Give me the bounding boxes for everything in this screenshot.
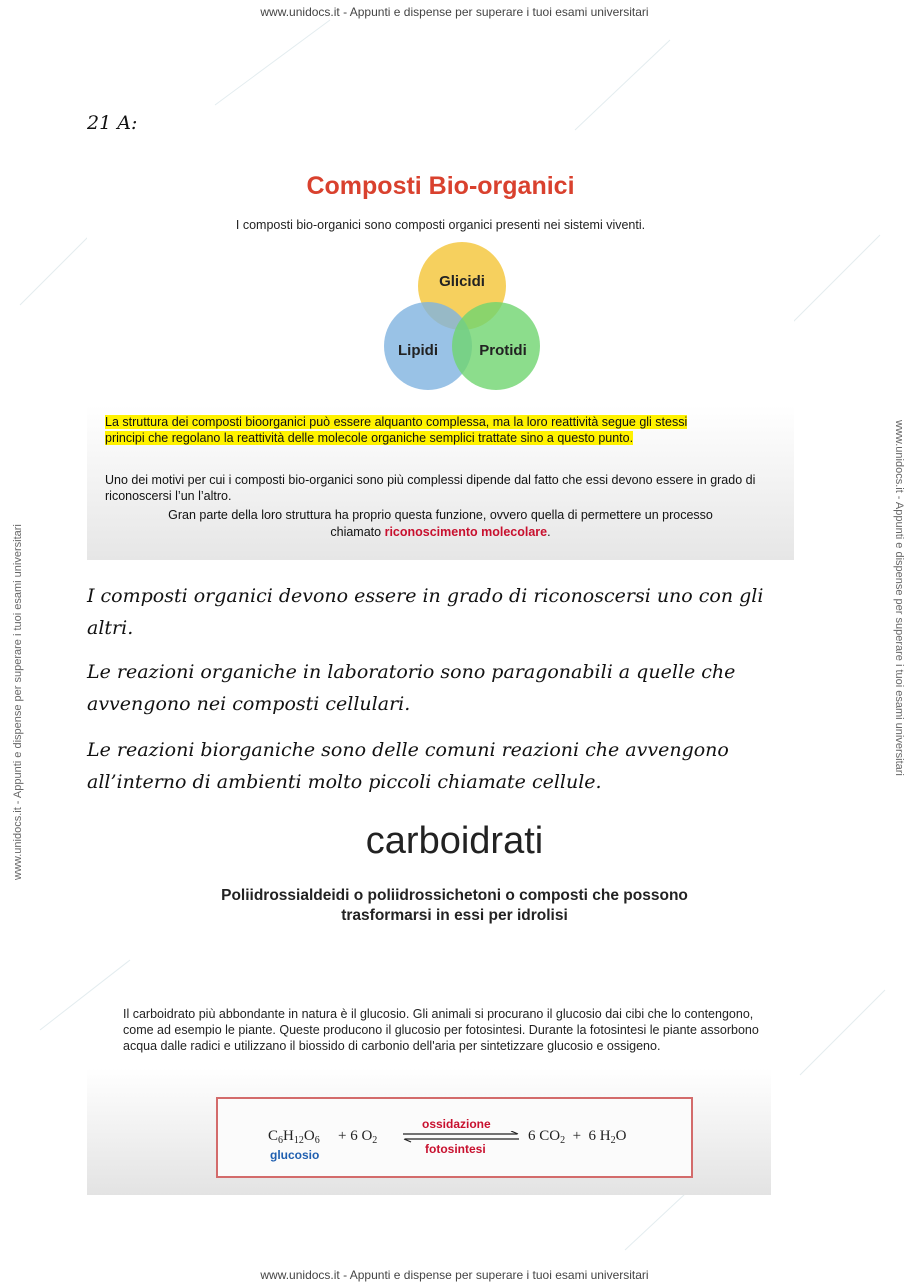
venn-diagram — [382, 242, 542, 392]
slide-glucosio-panel — [87, 1000, 771, 1195]
glucose-label: glucosio — [270, 1148, 320, 1162]
arrow-label-photosynthesis: fotosintesi — [425, 1142, 486, 1156]
para3-line-1: Gran parte della loro struttura ha proprio questa funzione, ovvero quella di permettere un processo — [168, 508, 713, 522]
venn-label-protidi: Protidi — [479, 342, 527, 359]
left-side-watermark: www.unidocs.it - Appunti e dispense per superare i tuoi esami universitari — [12, 524, 24, 880]
highlight-line-2: principi che regolano la reattività delle molecole organiche semplici trattate sino a questo punto. — [105, 431, 634, 445]
slide2-body: Il carboidrato più abbondante in natura è il glucosio. Gli animali si procurano il glucosio dai cibi che lo contengono, come ad esempio le piante. Queste producono il glucosio per fotosintesi. Durante la fotosintesi le piante assorbono acqua dalle radici e utilizzano il biossido di carbonio dell'aria per sintetizzare glucosio e ossigeno. — [123, 1007, 759, 1053]
slide2-subtitle-line-1: Poliidrossialdeidi o poliidrossichetoni o composti che possono — [221, 887, 688, 904]
header-watermark — [0, 5, 909, 19]
slide1-subtitle: I composti bio-organici sono composti organici presenti nei sistemi viventi. — [235, 218, 646, 232]
slide2-title: carboidrati — [365, 820, 544, 862]
arrow-label-oxidation: ossidazione — [422, 1117, 491, 1131]
highlight-line-1: La struttura dei composti bioorganici può essere alquanto complessa, ma la loro reattività segue gli stessi — [105, 415, 688, 429]
slide-composti-bio-organici — [87, 150, 794, 560]
slide1-paragraph-3 — [87, 507, 794, 541]
header-watermark-text[interactable]: www.unidocs.it - Appunti e dispense per superare i tuoi esami universitari — [260, 5, 649, 19]
right-side-watermark: www.unidocs.it - Appunti e dispense per superare i tuoi esami universitari — [893, 420, 905, 776]
footer-watermark-text[interactable]: www.unidocs.it - Appunti e dispense per superare i tuoi esami universitari — [260, 1268, 649, 1282]
slide2-subtitle — [0, 886, 909, 926]
venn-label-lipidi: Lipidi — [398, 342, 438, 359]
para3-prefix: chiamato — [330, 525, 385, 539]
equation-box — [216, 1097, 693, 1178]
products-term: 6 $CO_2 + 6$ $H_2O$ — [528, 1128, 627, 1146]
glucose-formula: $C_6H_{12}O_6$ — [268, 1128, 320, 1146]
para3-suffix: . — [547, 525, 551, 539]
note-2: Le reazioni organiche in laboratorio sono paragonabili a quelle che avvengono nei composti cellulari. — [87, 661, 736, 715]
footer-watermark — [0, 1268, 909, 1282]
slide2-subtitle-line-2: trasformarsi in essi per idrolisi — [341, 907, 568, 924]
slide1-title: Composti Bio-organici — [306, 172, 575, 200]
venn-label-glicidi: Glicidi — [439, 273, 485, 290]
highlighted-paragraph — [105, 414, 687, 446]
molecular-recognition-term: riconoscimento molecolare — [384, 525, 548, 539]
note-1: I composti organici devono essere in grado di riconoscersi uno con gli altri. — [87, 585, 764, 639]
note-3: Le reazioni biorganiche sono delle comuni reazioni che avvengono all’interno di ambienti molto piccoli chiamate cellule. — [87, 739, 729, 793]
oxygen-term: + 6 $O_2$ — [338, 1128, 378, 1146]
question-heading: 21 A: — [87, 112, 138, 134]
slide1-paragraph-2: Uno dei motivi per cui i composti bio-organici sono più complessi dipende dal fatto che essi devono essere in grado di riconoscersi l’un l’altro. — [105, 473, 756, 503]
